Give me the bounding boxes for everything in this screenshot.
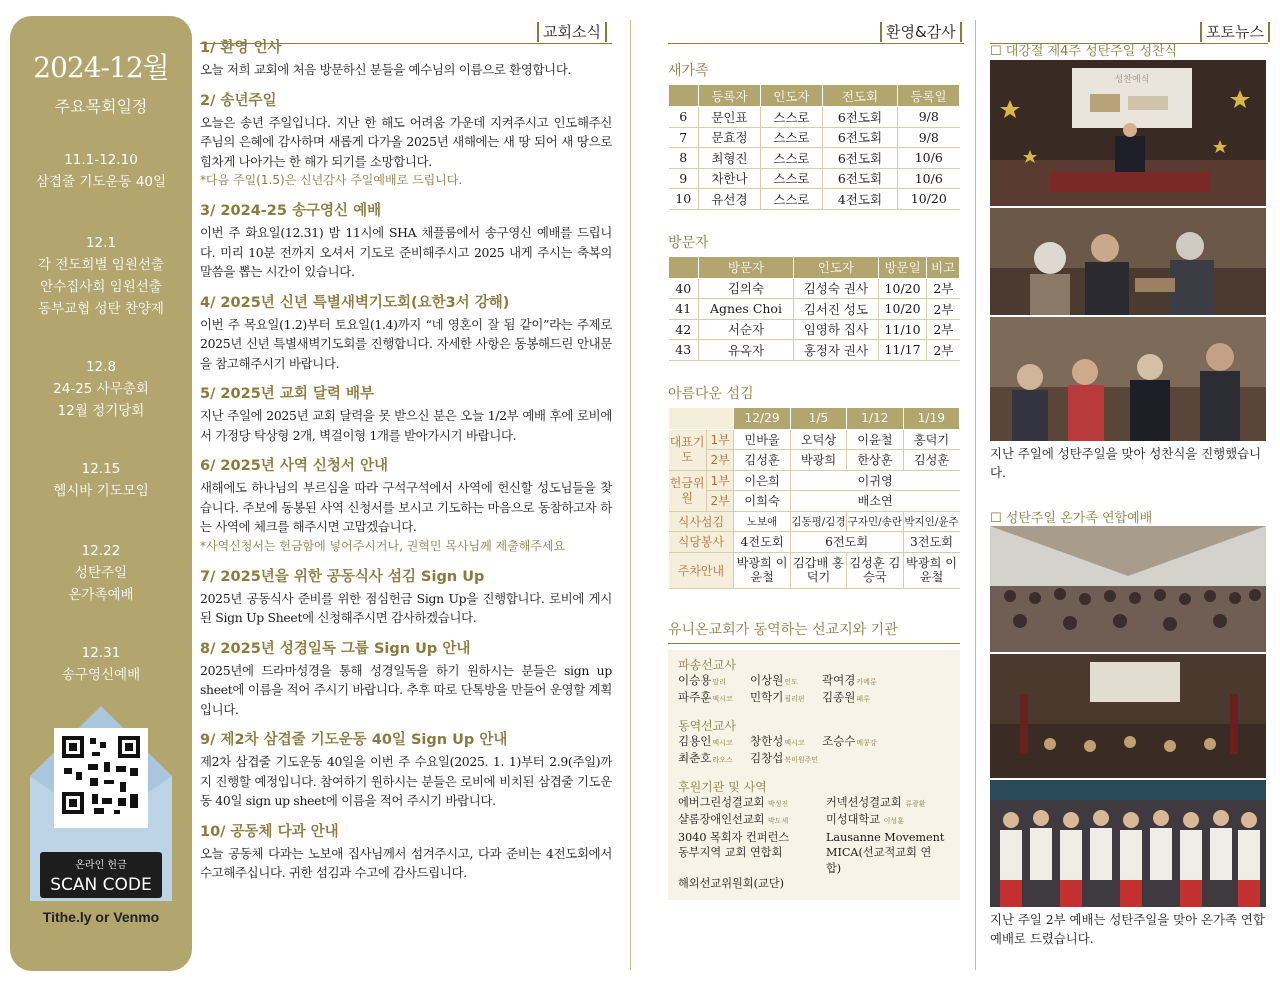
- table-row: 대표기도 1부 민바울 오덕상 이윤철 홍덕기: [669, 429, 960, 450]
- announcement-item: 10/ 공동체 다과 안내 오늘 공동체 다과는 노보애 집사님께서 섬겨주시고, 다과 준비는 4전도회에서 수고해주십니다. 귀한 섬김과 수고에 감사드립니다.: [200, 823, 612, 880]
- organizations-list: 에버그린성결교회 박성진 커넥션성결교회 류광환 샬롬장애인선교회 박도세 미성대학교 이성훈 3040 목회자 컨퍼런스 Lausanne Movement 동부지역 교회 연합회 MICA(선교적교회 연합) 해외선교위원회(교단): [678, 795, 945, 890]
- column-divider: [630, 20, 631, 970]
- section-news-title: 교회소식: [537, 22, 607, 42]
- photo1-title: ☐ 대강절 제4주 성탄주일 성찬식: [990, 44, 1178, 59]
- announcement-item: 1/ 환영 인사 오늘 저희 교회에 처음 방문하신 분들을 예수님의 이름으로 환영합니다.: [200, 40, 572, 77]
- tithe-footer: Tithe.ly or Venmo: [42, 909, 160, 925]
- missions-section: [668, 619, 960, 900]
- section-welcome-title: 환영&감사: [880, 22, 962, 42]
- partner-missionaries-label: 동역선교사: [678, 718, 736, 733]
- table-row: 43 유옥자 홍정자 권사 11/17 2부: [669, 340, 960, 361]
- table-row: 2부 이희숙 배소연: [669, 491, 960, 512]
- table-row: 8 최형진 스스로 6전도회 10/6: [669, 148, 960, 169]
- table-row: 7 문효정 스스로 6전도회 9/8: [669, 127, 960, 148]
- table-row: 40 김의숙 김성숙 권사 10/20 2부: [669, 278, 960, 299]
- christmas-photo-2: [990, 654, 1266, 778]
- photo2-caption: 지난 주일 2부 예배는 성탄주일을 맞아 온가족 연합예배로 드렸습니다.: [990, 912, 1265, 946]
- table-row: 10 유선경 스스로 4전도회 10/20: [669, 189, 960, 210]
- visitors-table: 방문자 인도자 방문일 비고 40 김의숙 김성숙 권사 10/20 2부 41 Agnes Choi 김서진 성도 10/20 2부 42 서순자 임영하 집사 11/10 2부 43 유옥자 홍정자 권사 11/17 2부: [668, 256, 960, 361]
- table-row: 6 문인표 스스로 6전도회 9/8: [669, 107, 960, 128]
- christmas-photo-3: [990, 780, 1266, 907]
- schedule-event: 12.22 성탄주일 온가족예배: [68, 543, 134, 603]
- envelope-qr-graphic[interactable]: [30, 706, 172, 901]
- schedule-event: 11.1-12.10 삼겹줄 기도운동 40일: [35, 152, 167, 190]
- table-row: 2부 김성훈 박광희 한상훈 김성훈: [669, 450, 960, 471]
- welcome-column: [668, 60, 960, 900]
- table-row: 헌금위원 1부 이은희 이귀영: [669, 470, 960, 491]
- announcement-list: [200, 38, 612, 894]
- service-title: 아름다운 섬김: [668, 385, 754, 402]
- announcement-item: 9/ 제2차 삼겹줄 기도운동 40일 Sign Up 안내 제2차 삼겹줄 기도운동 40일을 이번 주 수요일(2025. 1. 1)부터 2.9(주일)까지 진행할 예정입니다. 참여하기 원하시는 분들은 로비에 비치된 삼겹줄 기도운동 40일 sign up sheet에 이름을 적어 주시기 바랍니다.: [200, 732, 612, 808]
- announcement-item: 4/ 2025년 신년 특별새벽기도회(요한3서 강해) 이번 주 목요일(1.2)부터 토요일(1.4)까지 “네 영혼이 잘 됨 같이”라는 주제로 2025년 신년 특별새벽기도회를 진행합니다. 자세한 사항은 동봉해드린 안내문을 참고해주시기 바랍니다.: [200, 294, 612, 371]
- schedule-event: 12.8 24-25 사무총회 12월 정기당회: [53, 359, 149, 419]
- photo2-title: ☐ 성탄주일 온가족 연합예배: [990, 511, 1153, 526]
- newcomers-table: 등록자 인도자 전도회 등록일 6 문인표 스스로 6전도회 9/8 7 문효정 스스로 6전도회 9/8 8 최형진 스스로 6전도회 10/6 9 차한나 스스로 6전도회 10/6 10 유선경 스스로 4전도회 10/20: [668, 84, 960, 210]
- announcement-item: 7/ 2025년을 위한 공동식사 섬김 Sign Up 2025년 공동식사 준비를 위한 점심헌금 Sign Up을 진행합니다. 로비에 게시된 Sign Up Sheet에 신청해주시면 감사하겠습니다.: [200, 568, 612, 625]
- announcement-item: 3/ 2024-25 송구영신 예배 이번 주 화요일(12.31) 밤 11시에 SHA 채플룸에서 송구영신 예배를 드립니다. 미리 10분 전까지 오셔서 기도로 준비해주시고 2025 내게 주시는 축복의 말씀을 뽑는 시간이 있습니다.: [200, 203, 612, 279]
- service-table: 12/29 1/5 1/12 1/19 대표기도 1부 민바울 오덕상 이윤철 홍덕기 2부 김성훈 박광희 한상훈 김성훈 헌금위원 1부 이은희 이귀영 2부 이희숙 배소연 식사섬김 노보애 김동평/김경 구자민/송란 박지인/윤주 식당봉사 4전도회 6전도회 3전도회 주차안내 박광희 이윤철 김갑배 홍덕기 김성훈 김승국 박광희 이윤철: [668, 407, 960, 589]
- announcement-item: 6/ 2025년 사역 신청서 안내 새해에도 하나님의 부르심을 따라 구석구석에서 사역에 헌신할 성도님들을 찾습니다. 주보에 동봉된 사역 신청서를 보시고 기도하는 마음으로 동참하고자 하는 사역에 체크를 해주시면 고맙겠습니다. *사역신청서는 헌금함에 넣어주시거나, 권혁민 목사님께 제출해주세요: [200, 458, 612, 553]
- communion-photo-1: [990, 60, 1266, 206]
- section-photo-title: 포토뉴스: [1200, 22, 1270, 42]
- organizations-label: 후원기관 및 사역: [678, 779, 767, 794]
- missions-title: 유니온교회가 동역하는 선교지와 기관: [668, 619, 960, 644]
- schedule-event: 12.15 헵시바 기도모임: [53, 461, 149, 499]
- table-row: 식당봉사 4전도회 6전도회 3전도회: [669, 532, 960, 553]
- sent-missionaries-label: 파송선교사: [678, 657, 736, 672]
- announcement-item: 2/ 송년주일 오늘은 송년 주일입니다. 지난 한 해도 어려움 가운데 지켜주시고 인도해주신 주님의 은혜에 감사하며 새롭게 다가올 2025년 새해에는 새 땅 되어 새 땅으로 힘차게 나아가는 한 해가 되기를 소망합니다. *다음 주일(1.5)은 신년감사 주일예배로 드립니다.: [200, 92, 612, 187]
- photo1-caption: 지난 주일에 성탄주일을 맞아 성찬식을 진행했습니다.: [990, 446, 1262, 480]
- table-row: 41 Agnes Choi 김서진 성도 10/20 2부: [669, 299, 960, 320]
- table-row: 식사섬김 노보애 김동평/김경 구자민/송란 박지인/윤주: [669, 511, 960, 532]
- table-row: 9 차한나 스스로 6전도회 10/6: [669, 168, 960, 189]
- communion-photo-3: [990, 317, 1266, 441]
- svg-text:성찬예식: 성찬예식: [1114, 75, 1150, 85]
- schedule-event: 12.1 각 전도회별 임원선출 안수집사회 임원선출 동부교협 성탄 찬양제: [38, 235, 164, 317]
- communion-photo-2: [990, 208, 1266, 315]
- column-divider: [975, 20, 976, 970]
- table-row: 42 서순자 임영하 집사 11/10 2부: [669, 319, 960, 340]
- scan-code-label: SCAN CODE: [50, 875, 152, 895]
- newcomers-title: 새가족: [668, 63, 709, 79]
- announcement-item: 8/ 2025년 성경일독 그룹 Sign Up 안내 2025년에 드라마성경을 통해 성경일독을 하기 원하시는 분들은 sign up sheet에 이름을 적어 주시기 바랍니다. 추후 따로 단톡방을 만들어 운영할 계획입니다.: [200, 640, 612, 717]
- christmas-photo-1: [990, 526, 1266, 652]
- table-row: 주차안내 박광희 이윤철 김갑배 홍덕기 김성훈 김승국 박광희 이윤철: [669, 552, 960, 588]
- schedule-sidebar: [10, 16, 192, 971]
- announcement-item: 5/ 2025년 교회 달력 배부 지난 주일에 2025년 교회 달력을 못 받으신 분은 오늘 1/2부 예배 후에 로비에서 가정당 탁상형 2개, 벽걸이형 1개를 받아가시기 바랍니다.: [200, 386, 612, 443]
- schedule-event: 12.31 송구영신예배: [61, 645, 141, 683]
- visitors-title: 방문자: [668, 234, 709, 251]
- scan-top-label: 온라인 헌금: [75, 860, 127, 871]
- sent-missionaries-list: 이승용말리 이상원인도 곽여경카메룬 파주훈멕시코 민학기필리핀 김종원페루: [678, 672, 877, 704]
- sidebar-subtitle: 주요목회일정: [54, 97, 148, 116]
- partner-missionaries-list: 김용인멕시코 창한성멕시코 조승수메콩강 최춘호라오스 김창섭북미원주민: [678, 733, 877, 765]
- section-welcome-rule: [668, 43, 964, 44]
- sidebar-title: 2024-12월: [33, 51, 169, 84]
